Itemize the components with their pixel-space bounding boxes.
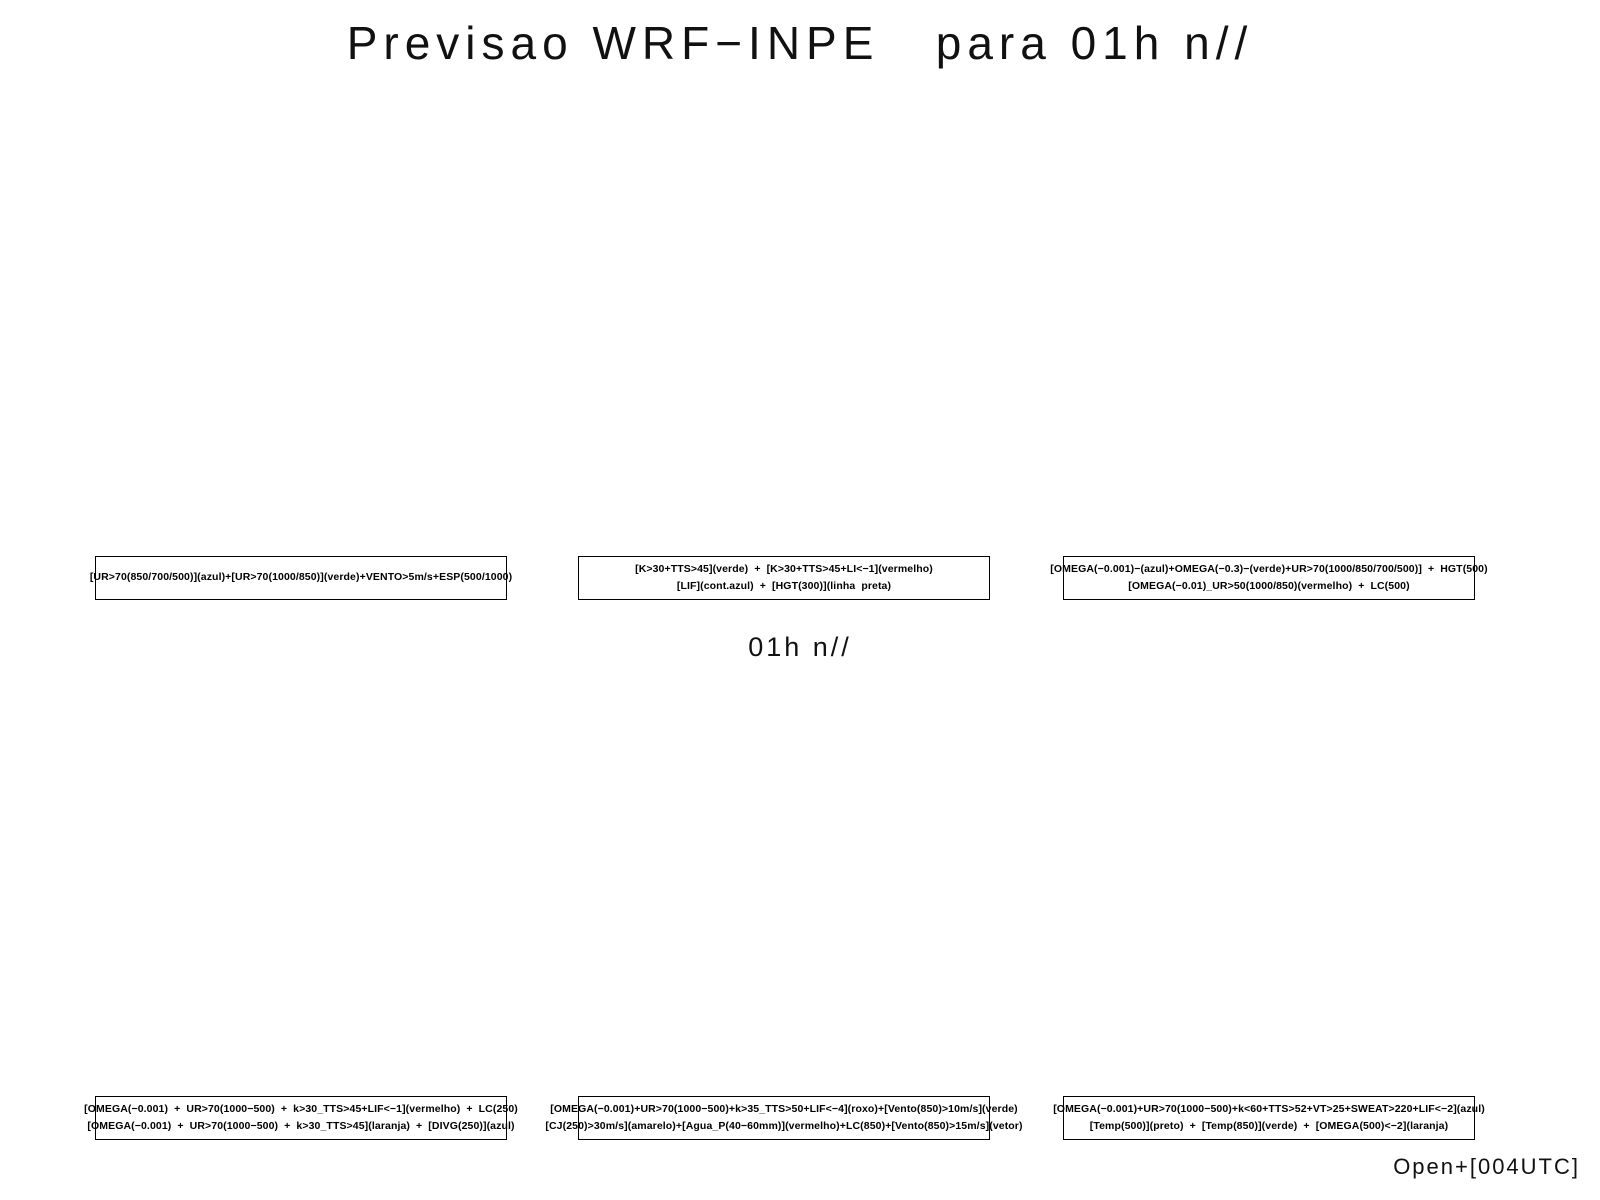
- map-panel-top-left: [95, 110, 507, 550]
- legend-top-center: [578, 556, 990, 600]
- map-panel-bottom-center: [578, 690, 990, 1090]
- legend-line: [UR>70(850/700/500)](azul)+[UR>70(1000/850)](verde)+VENTO>5m/s+ESP(500/1000): [89, 571, 513, 584]
- legend-line: [OMEGA(−0.001) + UR>70(1000−500) + k>30_TTS>45+LIF<−1](vermelho) + LC(250): [84, 1102, 518, 1115]
- map-panel-bottom-left: [95, 690, 507, 1090]
- legend-line: [OMEGA(−0.001) + UR>70(1000−500) + k>30_TTS>45](laranja) + [DIVG(250)](azul): [87, 1120, 515, 1132]
- legend-line: [Temp(500)](preto) + [Temp(850)](verde) + [OMEGA(500)<−2](laranja): [1089, 1120, 1449, 1132]
- legend-bottom-left: [84, 1096, 518, 1140]
- legend-bottom-center: [545, 1096, 1023, 1140]
- legend-bottom-right: [1053, 1096, 1485, 1140]
- legend-top-left: [89, 556, 513, 600]
- legend-line: [OMEGA(−0.001)+UR>70(1000−500)+k<60+TTS>52+VT>25+SWEAT>220+LIF<−2](azul): [1053, 1102, 1485, 1115]
- map-panel-top-center: [578, 110, 990, 550]
- legend-line: [LIF](cont.azul) + [HGT(300)](linha preta): [676, 580, 892, 592]
- legend-line: [CJ(250)>30m/s](amarelo)+[Agua_P(40−60mm)](vermelho)+LC(850)+[Vento(850)>15m/s](vetor): [545, 1120, 1023, 1132]
- legend-line: [K>30+TTS>45](verde) + [K>30+TTS>45+LI<−1](vermelho): [635, 562, 933, 575]
- legend-line: [OMEGA(−0.01)_UR>50(1000/850)(vermelho) + LC(500): [1128, 580, 1410, 592]
- forecast-time-caption: 01h n//: [748, 632, 852, 662]
- legend-line: [OMEGA(−0.001)+UR>70(1000−500)+k>35_TTS>50+LIF<−4](roxo)+[Vento(850)>10m/s](verde): [550, 1102, 1018, 1115]
- run-time-caption: Open+[004UTC]: [1393, 1154, 1580, 1179]
- map-panel-top-right: [1063, 110, 1475, 550]
- legend-line: [OMEGA(−0.001)−(azul)+OMEGA(−0.3)−(verde)+UR>70(1000/850/700/500)] + HGT(500): [1050, 562, 1488, 575]
- legend-top-right: [1050, 556, 1488, 600]
- page-title: Previsao WRF−INPE para 01h n//: [346, 17, 1254, 69]
- map-panel-bottom-right: [1063, 690, 1475, 1090]
